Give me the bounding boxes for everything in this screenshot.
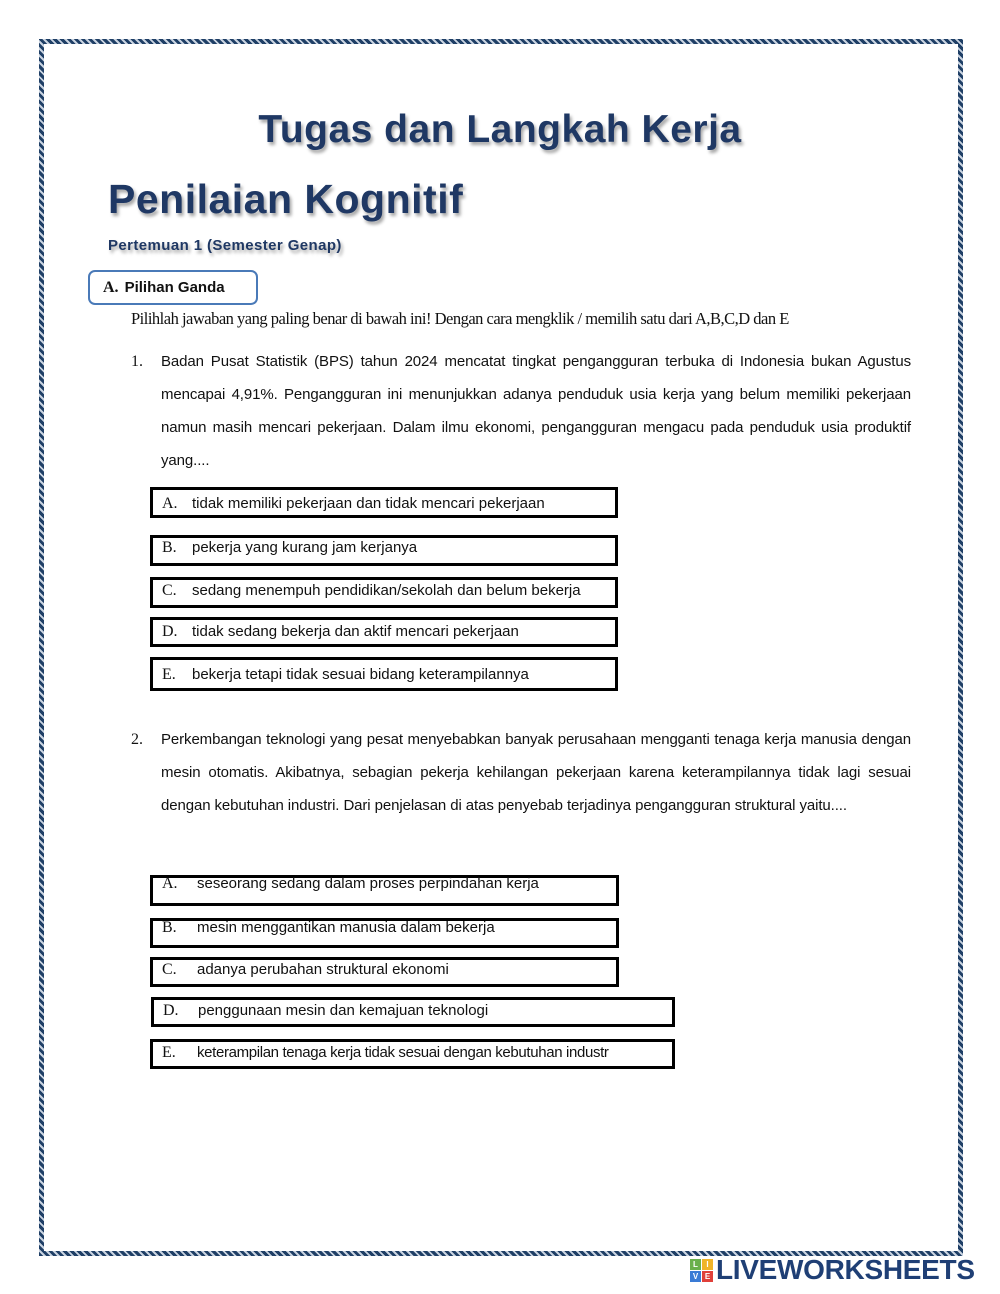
liveworksheets-logo (690, 1254, 975, 1286)
answer-option[interactable] (150, 535, 618, 566)
option-text: tidak sedang bekerja dan aktif mencari pekerjaan (192, 623, 519, 640)
cube-letter: L (690, 1259, 701, 1270)
option-letter: C. (162, 582, 177, 599)
option-text: penggunaan mesin dan kemajuan teknologi (198, 1002, 489, 1019)
option-letter: D. (163, 1002, 179, 1019)
option-text: adanya perubahan struktural ekonomi (197, 961, 449, 978)
question-number: 1. (131, 353, 143, 370)
option-letter: B. (162, 919, 177, 936)
option-letter: B. (162, 539, 177, 556)
cube-letter: V (690, 1271, 701, 1282)
question-number: 2. (131, 731, 143, 748)
answer-option[interactable] (150, 918, 619, 948)
section-heading (88, 270, 258, 305)
option-letter: E. (162, 666, 176, 683)
logo-cube-icon (690, 1259, 713, 1282)
option-letter: E. (162, 1044, 176, 1061)
section-letter: A. (103, 279, 119, 296)
cube-letter: E (702, 1271, 713, 1282)
answer-option[interactable] (150, 617, 618, 647)
option-text: sedang menempuh pendidikan/sekolah dan belum bekerja (192, 582, 581, 599)
title-secondary: Penilaian Kognitif (108, 176, 464, 222)
question-text: Badan Pusat Statistik (BPS) tahun 2024 mencatat tingkat pengangguran terbuka di Indonesia bukan Agustus mencapai 4,91%. Pengangguran ini menunjukkan adanya penduduk usia kerja yang belum memiliki pekerjaan namun masih mencari pekerjaan. Dalam ilmu ekonomi, pengangguran mengacu pada penduduk usia produktif yang.... (161, 353, 911, 469)
option-text: pekerja yang kurang jam kerjanya (192, 539, 418, 556)
answer-option[interactable] (150, 487, 618, 518)
logo-text: LIVEWORKSHEETS (716, 1254, 975, 1285)
question-text: Perkembangan teknologi yang pesat menyebabkan banyak perusahaan mengganti tenaga kerja manusia dengan mesin otomatis. Akibatnya, sebagian pekerja kehilangan pekerjaan karena keterampilannya tidak lagi sesuai dengan kebutuhan industri. Dari penjelasan di atas penyebab terjadinya pengangguran struktural yaitu.... (161, 731, 911, 814)
page (44, 44, 958, 1251)
option-text: keterampilan tenaga kerja tidak sesuai dengan kebutuhan industr (197, 1044, 609, 1061)
answer-option[interactable] (150, 577, 618, 608)
option-letter: C. (162, 961, 177, 978)
title-main: Tugas dan Langkah Kerja (258, 108, 742, 151)
answer-option[interactable] (151, 997, 675, 1027)
answer-option[interactable] (150, 957, 619, 987)
option-letter: A. (162, 875, 178, 892)
answer-option[interactable] (150, 657, 618, 691)
answer-option[interactable] (150, 1039, 675, 1069)
instruction: Pilihlah jawaban yang paling benar di bawah ini! Dengan cara mengklik / memilih satu dari A,B,C,D dan E (131, 309, 789, 328)
option-text: bekerja tetapi tidak sesuai bidang keterampilannya (192, 666, 529, 683)
option-text: seseorang sedang dalam proses perpindahan kerja (197, 875, 539, 892)
option-text: mesin menggantikan manusia dalam bekerja (197, 919, 495, 936)
option-letter: A. (162, 495, 178, 512)
option-letter: D. (162, 623, 178, 640)
answer-option[interactable] (150, 875, 619, 906)
subtitle: Pertemuan 1 (Semester Genap) (108, 237, 342, 254)
section-label: Pilihan Ganda (124, 279, 225, 296)
cube-letter: I (702, 1259, 713, 1270)
option-text: tidak memiliki pekerjaan dan tidak mencari pekerjaan (192, 495, 545, 512)
